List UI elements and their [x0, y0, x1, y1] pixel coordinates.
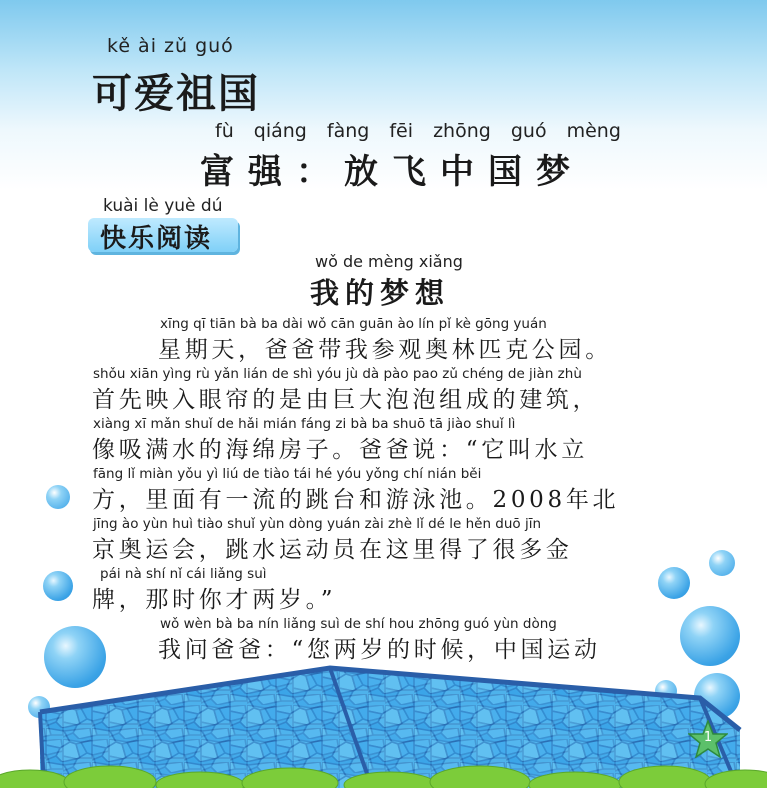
- line-6-pinyin: pái nà shí nǐ cái liǎng suì: [100, 566, 267, 582]
- line-7-text: 我问爸爸：“您两岁的时候，中国运动: [158, 637, 601, 663]
- subtitle: 富强：放飞中国梦: [200, 152, 584, 192]
- subtitle-pinyin: fù qiáng fàng fēi zhōng guó mèng: [215, 120, 621, 142]
- water-cube-illustration: [0, 660, 767, 788]
- line-5-pinyin: jīng ào yùn huì tiào shuǐ yùn dòng yuán zài zhè lǐ dé le hěn duō jīn: [93, 516, 542, 532]
- bubble-decoration: [658, 567, 690, 599]
- line-3-pinyin: xiàng xī mǎn shuǐ de hǎi mián fáng zi bà ba shuō tā jiào shuǐ lì: [93, 416, 516, 432]
- line-2-pinyin: shǒu xiān yìng rù yǎn lián de shì yóu jù dà pào pao zǔ chéng de jiàn zhù: [93, 366, 582, 382]
- line-1-pinyin: xīng qī tiān bà ba dài wǒ cān guān ào lín pǐ kè gōng yuán: [160, 316, 547, 332]
- line-4-pinyin: fāng lǐ miàn yǒu yì liú de tiào tái hé yóu yǒng chí nián běi: [93, 466, 482, 482]
- bubble-decoration: [709, 550, 735, 576]
- section-label: 快乐阅读: [100, 224, 213, 254]
- page-number: 1: [703, 730, 713, 745]
- title-pinyin: kě ài zǔ guó: [107, 35, 234, 57]
- bubble-decoration: [46, 485, 70, 509]
- line-6-text: 牌，那时你才两岁。”: [92, 587, 337, 613]
- bubble-decoration: [680, 606, 740, 666]
- line-5-text: 京奥运会，跳水运动员在这里得了很多金: [92, 537, 573, 563]
- line-1-text: 星期天，爸爸带我参观奥林匹克公园。: [158, 337, 612, 363]
- line-3-text: 像吸满水的海绵房子。爸爸说：“它叫水立: [92, 437, 589, 463]
- story-title-pinyin: wǒ de mèng xiǎng: [315, 252, 463, 271]
- line-7-pinyin: wǒ wèn bà ba nín liǎng suì de shí hou zhōng guó yùn dòng: [160, 616, 557, 632]
- bubble-decoration: [43, 571, 73, 601]
- page-title: 可爱祖国: [92, 71, 260, 117]
- line-4-text: 方，里面有一流的跳台和游泳池。2008年北: [92, 487, 620, 513]
- line-2-text: 首先映入眼帘的是由巨大泡泡组成的建筑，: [92, 387, 600, 413]
- story-title: 我的梦想: [310, 276, 451, 310]
- section-pinyin: kuài lè yuè dú: [103, 196, 223, 216]
